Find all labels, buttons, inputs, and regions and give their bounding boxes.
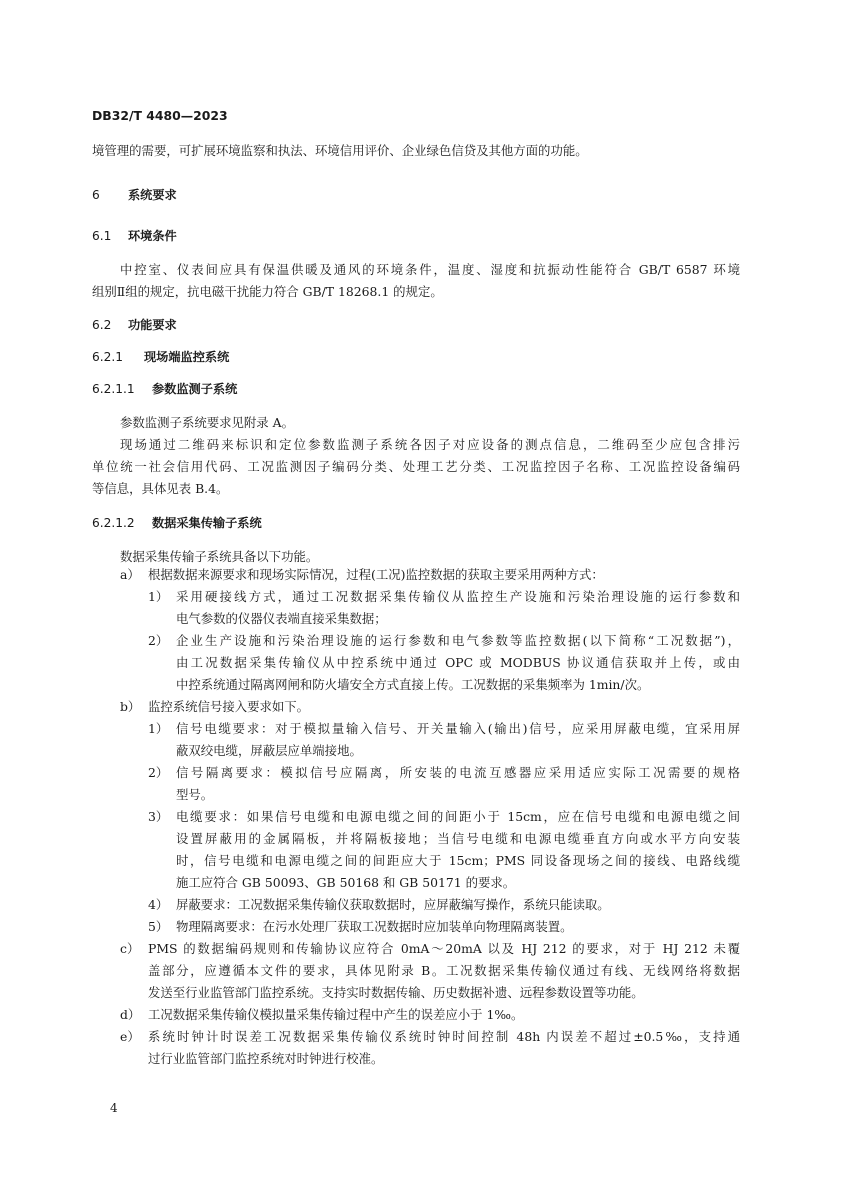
paragraph-line: 数据采集传输子系统具备以下功能。 <box>120 549 319 564</box>
list-item-line: 时，信号电缆和电源电缆之间的间距应大于 15cm；PMS 同设备现场之间的接线、电路线缆 <box>176 853 740 868</box>
section-heading-6-1 <box>92 228 177 244</box>
section-heading-6-2-1-1 <box>92 381 237 397</box>
list-item-line: 采用硬接线方式，通过工况数据采集传输仪从监控生产设施和污染治理设施的运行参数和 <box>176 589 740 604</box>
list-item-line: 系统时钟计时误差工况数据采集传输仪系统时钟时间控制 48h 内误差不超过±0.5‰，支持通 <box>148 1029 740 1044</box>
list-marker: c） <box>120 941 140 956</box>
section-heading-6 <box>92 187 177 203</box>
section-number: 6.2.1 <box>92 350 124 364</box>
list-marker: 2） <box>148 633 169 648</box>
list-item-line: 物理隔离要求：在污水处理厂获取工况数据时应加装单向物理隔离装置。 <box>176 919 573 934</box>
list-item-line: 企业生产设施和污染治理设施的运行参数和电气参数等监控数据(以下简称“工况数据”)， <box>176 633 740 648</box>
section-title: 数据采集传输子系统 <box>152 516 262 530</box>
section-number: 6.2 <box>92 318 112 332</box>
list-item-line: 由工况数据采集传输仪从中控系统中通过 OPC 或 MODBUS 协议通信获取并上传，或由 <box>176 655 740 670</box>
list-marker: d） <box>120 1007 141 1022</box>
paragraph-line: 等信息，具体见表 B.4。 <box>92 481 229 496</box>
list-item-line: 设置屏蔽用的金属隔板，并将隔板接地；当信号电缆和电源电缆垂直方向或水平方向安装 <box>176 831 740 846</box>
list-item-line: 电气参数的仪器仪表端直接采集数据； <box>176 611 387 626</box>
list-item-line: 盖部分，应遵循本文件的要求，具体见附录 B。工况数据采集传输仪通过有线、无线网络将数据 <box>148 963 740 978</box>
paragraph-line: 现场通过二维码来标识和定位参数监测子系统各因子对应设备的测点信息，二维码至少应包含排污 <box>120 437 740 452</box>
list-item-line: 型号。 <box>176 787 214 802</box>
list-item-line: 信号隔离要求：模拟信号应隔离，所安装的电流互感器应采用适应实际工况需要的规格 <box>176 765 740 780</box>
list-item-line: 中控系统通过隔离网闸和防火墙安全方式直接上传。工况数据的采集频率为 1min/次。 <box>176 677 650 692</box>
section-heading-6-2-1-2 <box>92 515 262 531</box>
list-marker: 4） <box>148 897 169 912</box>
section-number: 6 <box>92 188 100 202</box>
list-item-line: 屏蔽要求：工况数据采集传输仪获取数据时，应屏蔽编写操作，系统只能读取。 <box>176 897 610 912</box>
section-number: 6.1 <box>92 229 112 243</box>
list-item-line: 电缆要求：如果信号电缆和电源电缆之间的间距小于 15cm，应在信号电缆和电源电缆之间 <box>176 809 740 824</box>
list-item-line: 信号电缆要求：对于模拟量输入信号、开关量输入(输出)信号，应采用屏蔽电缆，宜采用屏 <box>176 721 740 736</box>
list-item-line: PMS 的数据编码规则和传输协议应符合 0mA～20mA 以及 HJ 212 的要求，对于 HJ 212 未覆 <box>148 941 740 956</box>
section-title: 参数监测子系统 <box>152 382 238 396</box>
list-item-line: 工况数据采集传输仪模拟量采集传输过程中产生的误差应小于 1‰。 <box>148 1007 524 1022</box>
list-item-line: 监控系统信号接入要求如下。 <box>148 699 310 714</box>
section-heading-6-2 <box>92 317 177 333</box>
section-heading-6-2-1 <box>92 349 229 365</box>
list-marker: 3） <box>148 809 169 824</box>
paragraph-line: 参数监测子系统要求见附录 A。 <box>120 415 294 430</box>
list-marker: 1） <box>148 721 169 736</box>
list-item-line: 根据数据来源要求和现场实际情况，过程(工况)监控数据的获取主要采用两种方式： <box>148 567 604 582</box>
paragraph-line: 组别Ⅱ组的规定，抗电磁干扰能力符合 GB/T 18268.1 的规定。 <box>92 284 443 299</box>
list-marker: 2） <box>148 765 169 780</box>
list-item-line: 蔽双绞电缆，屏蔽层应单端接地。 <box>176 743 362 758</box>
list-marker: 1） <box>148 589 169 604</box>
page-number: 4 <box>110 1101 118 1115</box>
list-marker: b） <box>120 699 141 714</box>
section-number: 6.2.1.1 <box>92 382 135 396</box>
list-marker: a） <box>120 567 140 582</box>
section-number: 6.2.1.2 <box>92 516 135 530</box>
paragraph-line: 中控室、仪表间应具有保温供暖及通风的环境条件，温度、湿度和抗振动性能符合 GB/T 6587 环境 <box>120 262 740 277</box>
section-title: 现场端监控系统 <box>144 350 230 364</box>
document-id: DB32/T 4480—2023 <box>92 108 228 123</box>
list-item-line: 过行业监管部门监控系统对时钟进行校准。 <box>148 1051 384 1066</box>
list-item-line: 发送至行业监管部门监控系统。支持实时数据传输、历史数据补遗、远程参数设置等功能。 <box>148 985 644 1000</box>
section-title: 功能要求 <box>128 318 177 332</box>
paragraph-line: 境管理的需要，可扩展环境监察和执法、环境信用评价、企业绿色信贷及其他方面的功能。 <box>92 143 588 158</box>
section-title: 环境条件 <box>128 229 177 243</box>
list-item-line: 施工应符合 GB 50093、GB 50168 和 GB 50171 的要求。 <box>176 875 516 890</box>
paragraph-line: 单位统一社会信用代码、工况监测因子编码分类、处理工艺分类、工况监控因子名称、工况监控设备编码 <box>92 459 740 474</box>
section-title: 系统要求 <box>128 188 177 202</box>
list-marker: e） <box>120 1029 140 1044</box>
list-marker: 5） <box>148 919 169 934</box>
